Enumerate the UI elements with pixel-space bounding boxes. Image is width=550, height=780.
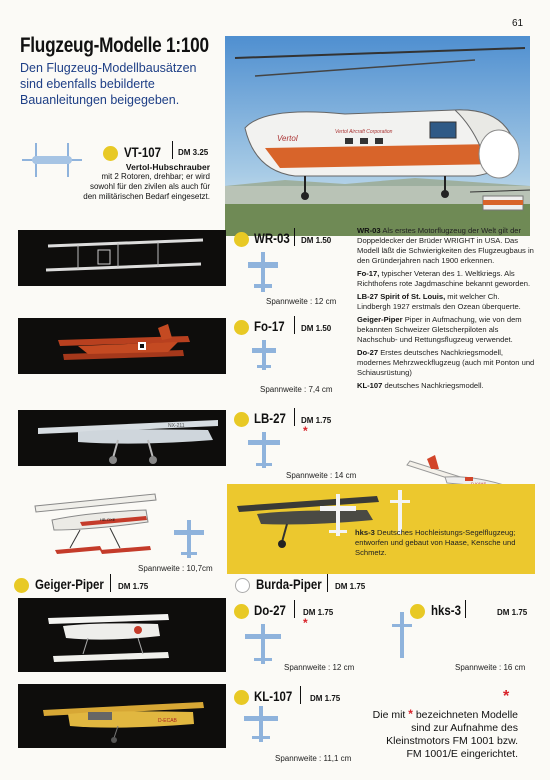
desc-fo17: [357, 269, 535, 289]
geiger-piper-price: DM 1.75: [118, 582, 149, 591]
do27-dot: [234, 604, 249, 619]
fo17-code: Fo-17: [254, 318, 285, 334]
page-number: 61: [512, 18, 524, 29]
wr03-span: Spannweite : 12 cm: [266, 297, 337, 306]
wr03-dot: [234, 232, 249, 247]
geiger-piper-span: Spannweite : 10,7cm: [138, 564, 213, 573]
desc-geiger: [357, 315, 535, 345]
fo17-divider: [294, 316, 295, 334]
hks3-price: DM 1.75: [497, 608, 528, 617]
wr03-code: WR-03: [254, 230, 290, 246]
gp-registration: HB-OXE: [100, 517, 116, 522]
fo17-dot: [234, 320, 249, 335]
do27-drawing: [245, 624, 281, 669]
intro-text: Den Flugzeug-Modellbausätzen sind ebenfalls bebilderte Bauanleitungen beigegeben.: [20, 61, 197, 107]
desc-lb27-bold: LB-27 Spirit of St. Louis,: [357, 292, 446, 301]
hks3-description: [355, 528, 533, 558]
lb27-drawing: [248, 432, 280, 473]
wr03-divider: [294, 228, 295, 246]
kl107-drawing: [244, 706, 278, 747]
vt107-name: Vertol-Hubschrauber: [125, 162, 210, 172]
fo17-span: Spannweite : 7,4 cm: [260, 385, 333, 394]
desc-wr03: [357, 226, 535, 266]
kl107-registration: D-ECAB: [158, 718, 177, 724]
geiger-piper-image: [30, 490, 160, 565]
hero-tagline-text: Vertol Aircraft Corporation: [335, 129, 393, 135]
note-before: Die mit: [372, 709, 409, 721]
hero-badge-text: Vertol: [277, 134, 298, 143]
kl107-photo: [18, 684, 226, 748]
hks3-small-drawing: [392, 612, 412, 663]
kl107-dot: [234, 690, 249, 705]
do27-code: Do-27: [254, 602, 286, 618]
lb27-star: *: [303, 424, 308, 438]
geiger-piper-drawing: [174, 520, 204, 563]
page-title: Flugzeug-Modelle 1:100: [20, 34, 209, 57]
hks3-code: hks-3: [431, 602, 461, 618]
desc-do27-bold: Do-27: [357, 348, 379, 357]
desc-kl107-text: deutsches Nachkriegsmodell.: [382, 381, 484, 390]
desc-kl107-bold: KL-107: [357, 381, 383, 390]
lb27-registration: NX-211: [168, 423, 185, 429]
desc-kl107: [357, 381, 535, 391]
desc-lb27: [357, 292, 535, 312]
desc-wr03-bold: WR-03: [357, 226, 381, 235]
geiger-piper-dot: [14, 578, 29, 593]
kl107-span: Spannweite : 11,1 cm: [275, 754, 352, 763]
vt107-code: VT-107: [124, 144, 162, 160]
lb27-code: LB-27: [254, 410, 286, 426]
burda-piper-code: Burda-Piper: [256, 576, 322, 592]
vt107-description: [75, 162, 210, 202]
geiger-piper-code: Geiger-Piper: [35, 576, 104, 592]
vt107-helicopter-drawing: [22, 140, 82, 185]
fo17-drawing: [252, 340, 276, 375]
lb27-dot: [234, 412, 249, 427]
wr03-photo: [18, 230, 226, 286]
desc-geiger-bold: Geiger-Piper: [357, 315, 403, 324]
do27-photo: [18, 598, 226, 672]
fo17-photo: [18, 318, 226, 374]
vt107-dot: [103, 146, 118, 161]
burda-piper-divider: [327, 574, 328, 592]
hks3-desc-bold: hks-3: [355, 528, 375, 537]
note-star: *: [408, 707, 413, 721]
kl107-price: DM 1.75: [310, 694, 341, 703]
hero-helicopter-image: [225, 36, 530, 236]
vt107-text: mit 2 Rotoren, drehbar; er wird sowohl für den zivilen als auch für den militärischen Bedarf eingesetzt.: [83, 172, 210, 201]
desc-geiger-text: Piper in Aufmachung, wie von dem bekannten Schweizer Gletscherpiloten als Nachschub- und Rettungsflugzeug verwendet.: [357, 315, 522, 344]
hks3-span: Spannweite : 16 cm: [455, 663, 526, 672]
burda-piper-drawing: [320, 494, 356, 541]
vt107-price: DM 3.25: [178, 148, 209, 157]
kl107-divider: [300, 686, 301, 704]
do27-price: DM 1.75: [303, 608, 334, 617]
kl107-code: KL-107: [254, 688, 293, 704]
geiger-piper-divider: [110, 574, 111, 592]
lb27-price: DM 1.75: [301, 416, 332, 425]
hks3-divider: [465, 600, 466, 618]
motor-note: [370, 708, 518, 761]
do27-divider: [294, 600, 295, 618]
hks3-desc-text: Deutsches Hochleistungs-Segelflugzeug; entworfen und gebaut von Haase, Kensche und Schmetz.: [355, 528, 516, 557]
do27-span: Spannweite : 12 cm: [284, 663, 355, 672]
lb27-photo: [18, 410, 226, 466]
desc-do27-text: Erstes deutsches Nachkriegsmodell, modernes Mehrzweckflugzeug (auch mit Ponton und Schiausrüstung): [357, 348, 535, 377]
desc-fo17-bold: Fo-17,: [357, 269, 380, 278]
wr03-price: DM 1.50: [301, 236, 332, 245]
burda-piper-dot: [235, 578, 250, 593]
burda-piper-price: DM 1.75: [335, 582, 366, 591]
lb27-divider: [294, 408, 295, 426]
descriptions-column: [357, 226, 535, 394]
desc-do27: [357, 348, 535, 378]
hks3-dot: [410, 604, 425, 619]
desc-fo17-text: typischer Veteran des 1. Weltkriegs. Als Richthofens rote Jagdmaschine bekannt geworden.: [357, 269, 531, 288]
wr03-drawing: [248, 252, 278, 297]
desc-lb27-text: mit welcher Ch. Lindbergh 1927 erstmals den Ozean überquerte.: [357, 292, 521, 311]
note-top-star: *: [503, 688, 510, 705]
vt107-divider: [172, 141, 173, 159]
note-after: bezeichneten Modelle sind zur Aufnahme des Kleinstmotors FM 1001 bzw. FM 1001/E eingerichtet.: [386, 709, 518, 760]
lb27-span: Spannweite : 14 cm: [286, 471, 357, 480]
fo17-price: DM 1.50: [301, 324, 332, 333]
desc-wr03-text: Als erstes Motorflugzeug der Welt gilt der Doppeldecker der Brüder WRIGHT in USA. Das Modell läßt die Schwierigkeiten des Flugzeugbaus in den Gründerjahren nach 1900 erkennen.: [357, 226, 534, 265]
do27-star: *: [303, 616, 308, 630]
